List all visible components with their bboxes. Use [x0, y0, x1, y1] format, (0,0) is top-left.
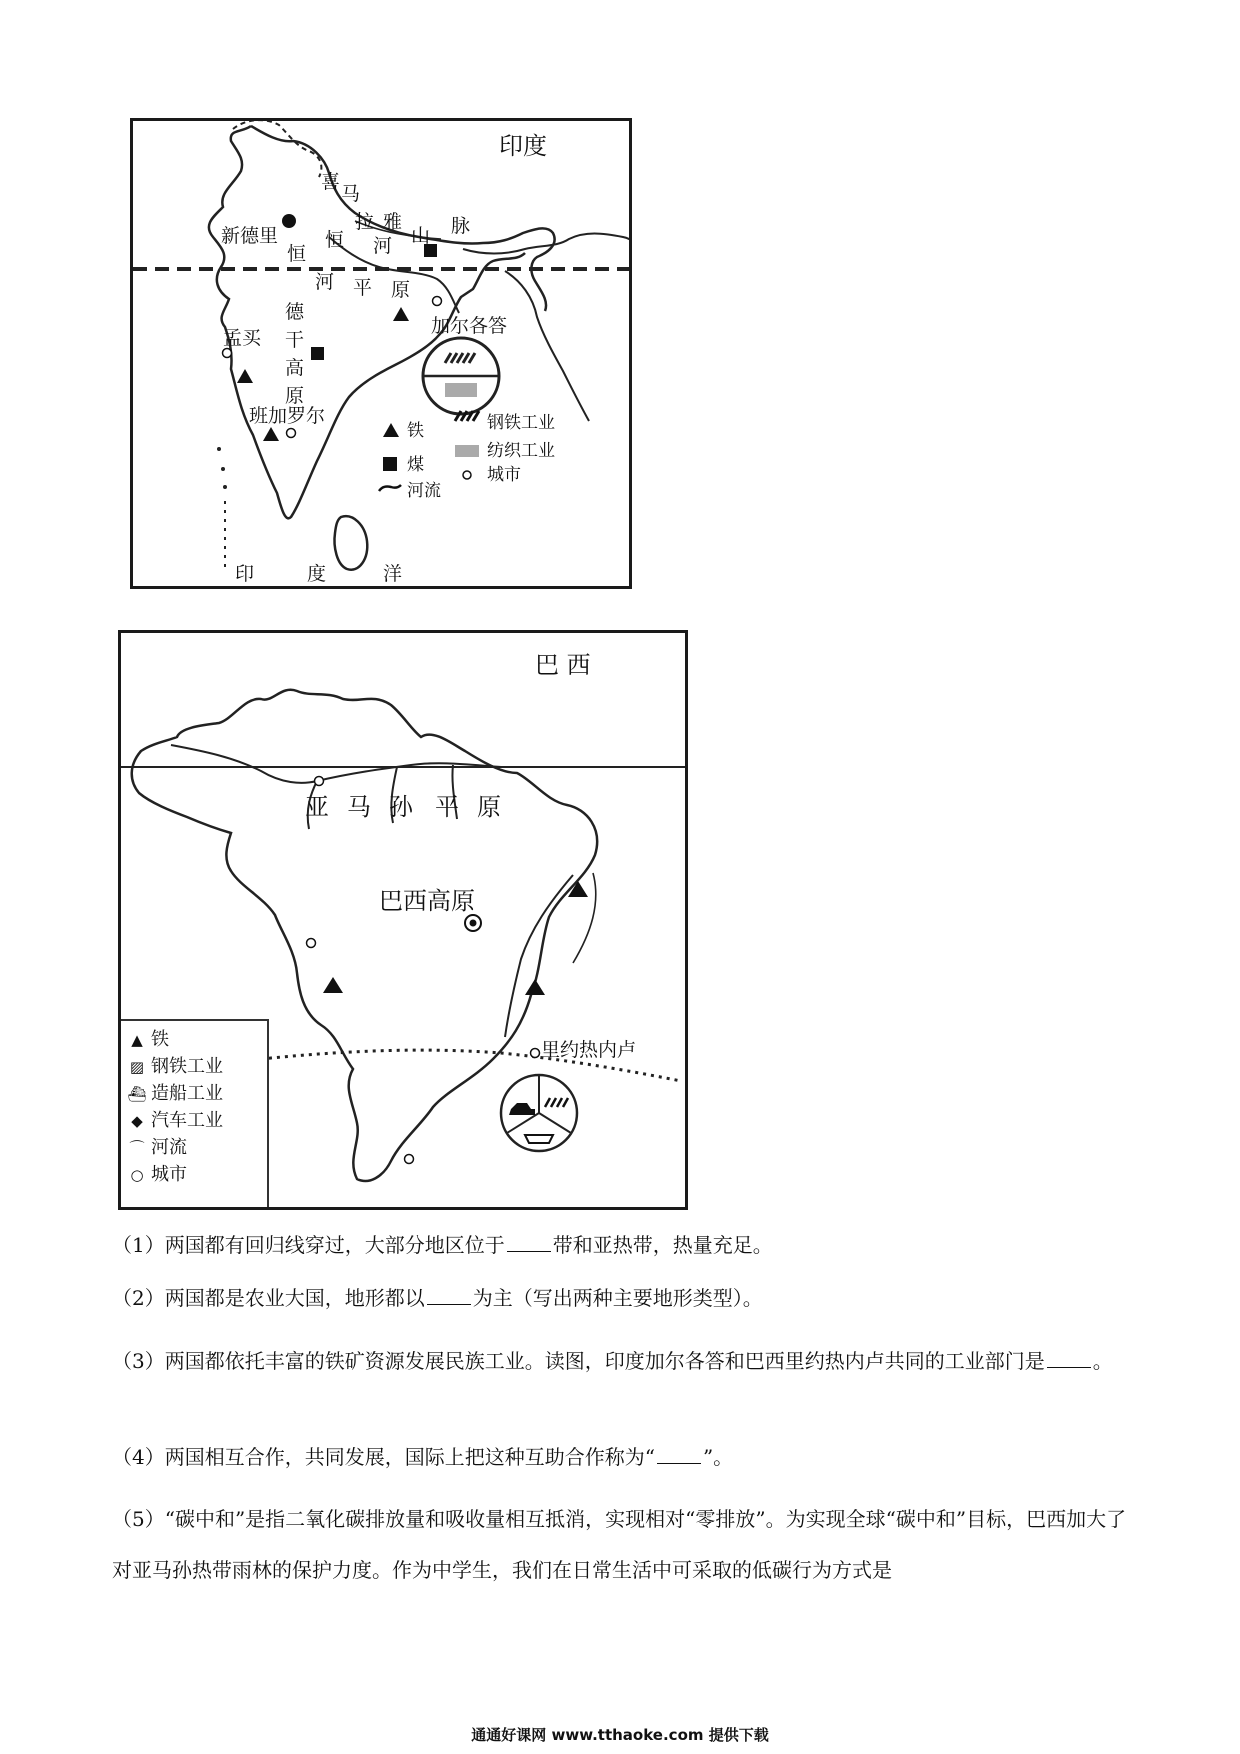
himalaya-label-6: 脉	[451, 215, 471, 237]
himalaya-label-1: 喜	[321, 171, 341, 193]
iron-marker-1	[393, 307, 409, 321]
bangalore-marker	[287, 429, 296, 438]
question-2: （2）两国都是农业大国，地形都以 为主（写出两种主要地形类型）。	[112, 1286, 763, 1310]
answer-blank-1	[507, 1231, 551, 1252]
iron-marker-3	[263, 427, 279, 441]
question-1: （1）两国都有回归线穿过，大部分地区位于 带和亚热带，热量充足。	[112, 1233, 773, 1257]
sri-lanka	[335, 516, 368, 569]
question-5: （5）“碳中和”是指二氧化碳排放量和吸收量相互抵消，实现相对“零排放”。为实现全球“碳中和”目标，巴西加大了对亚马孙热带雨林的保护力度。作为中学生，我们在日常生活中可采取的低碳行为方式是	[112, 1507, 1127, 1582]
legend-city-row: ○ 城市	[127, 1166, 187, 1184]
indian-ocean-label-3: 洋	[383, 563, 403, 585]
legend-coal-label: 煤	[407, 455, 424, 475]
brazil-legend	[121, 1019, 269, 1210]
question-4: （4）两国相互合作，共同发展，国际上把这种互助合作称为“ ”。	[112, 1445, 734, 1469]
legend-iron-row: ▲ 铁	[127, 1031, 169, 1049]
mumbai-marker	[223, 349, 232, 358]
answer-blank-2	[427, 1284, 471, 1305]
kolkata-textile-symbol	[445, 383, 477, 397]
amazon-river	[171, 745, 501, 783]
indian-ocean-label-1: 印	[235, 563, 255, 585]
india-outline-svg	[133, 121, 632, 589]
amazon-label-4: 平	[435, 793, 459, 821]
deccan-label-1: 德	[285, 301, 305, 323]
himalaya-label-2: 马	[341, 183, 361, 205]
iron-marker-brazil-2	[525, 979, 545, 995]
page-footer: 通通好课网 www.tthaoke.com 提供下载	[471, 1726, 769, 1744]
amazon-label-5: 原	[477, 793, 501, 821]
bangalore-label: 班加罗尔	[249, 405, 326, 427]
legend-textile-label: 纺织工业	[487, 441, 555, 461]
legend-city-label: 城市	[487, 465, 521, 485]
legend-city-symbol	[463, 471, 471, 479]
new-delhi-label: 新德里	[221, 225, 279, 247]
india-map	[130, 118, 632, 589]
city-marker-south	[405, 1155, 414, 1164]
ganges-plain-label-2: 平	[353, 277, 373, 299]
deccan-label-2: 干	[285, 329, 305, 351]
sao-francisco-river	[505, 875, 573, 1037]
amazon-label-2: 马	[347, 793, 371, 821]
river-icon: ⌒	[129, 1139, 145, 1157]
brazil-map	[118, 630, 688, 1210]
iron-marker-2	[237, 369, 253, 383]
indian-ocean-label-2: 度	[307, 563, 327, 585]
legend-coal-symbol	[383, 457, 397, 471]
legend-iron-symbol	[383, 423, 399, 437]
ganges-label-1: 恒	[287, 243, 307, 265]
legend-textile-symbol	[455, 445, 479, 457]
circle-icon: ○	[130, 1166, 144, 1184]
triangle-icon: ▲	[131, 1031, 143, 1049]
legend-river-symbol	[379, 485, 401, 491]
legend-river-label: 河流	[407, 481, 441, 501]
hatch-icon: ▨	[129, 1058, 145, 1076]
brazil-map-title: 巴 西	[535, 651, 591, 679]
iron-marker-brazil-3	[323, 977, 343, 993]
ganges-label-3: 河	[373, 235, 393, 257]
deccan-label-3: 高	[285, 357, 305, 379]
kolkata-marker	[433, 297, 442, 306]
ganges-label-2: 恒	[325, 229, 345, 251]
legend-river-row: ⌒ 河流	[127, 1139, 187, 1157]
coal-marker-2	[311, 347, 324, 360]
legend-auto-row: ◆ 汽车工业	[127, 1112, 223, 1130]
answer-blank-4	[657, 1443, 701, 1464]
mumbai-label: 孟买	[223, 327, 262, 349]
amazon-label-3: 孙	[389, 793, 413, 821]
legend-ship-row: ⛴ 造船工业	[127, 1083, 223, 1104]
legend-steel-label: 钢铁工业	[487, 413, 555, 433]
deccan-label-4: 原	[285, 385, 305, 407]
kolkata-label: 加尔各答	[431, 315, 508, 337]
car-icon: ◆	[131, 1112, 143, 1130]
ganges-plain-label-3: 原	[391, 279, 411, 301]
brazilian-highlands-label: 巴西高原	[379, 887, 475, 915]
amazon-label-1: 亚	[305, 793, 329, 821]
legend-iron-label: 铁	[407, 421, 424, 441]
ganges-plain-label-1: 河	[315, 271, 335, 293]
himalaya-label-4: 雅	[383, 211, 403, 233]
ship-icon: ⛴	[127, 1085, 147, 1103]
india-map-title: 印度	[499, 132, 547, 160]
new-delhi-marker	[282, 214, 296, 228]
question-3: （3）两国都依托丰富的铁矿资源发展民族工业。读图，印度加尔各答和巴西里约热内卢共同的工业部门是 。	[112, 1349, 1113, 1373]
legend-steel-row: ▨ 钢铁工业	[127, 1058, 223, 1076]
manaus-marker	[315, 777, 324, 786]
himalaya-label-5: 山	[411, 225, 431, 247]
city-marker-west	[307, 939, 316, 948]
rio-marker	[531, 1049, 540, 1058]
himalaya-label-3: 拉	[355, 211, 375, 233]
answer-blank-3	[1047, 1347, 1091, 1368]
rio-label: 里约热内卢	[541, 1039, 637, 1061]
myanmar-coast	[505, 271, 589, 421]
